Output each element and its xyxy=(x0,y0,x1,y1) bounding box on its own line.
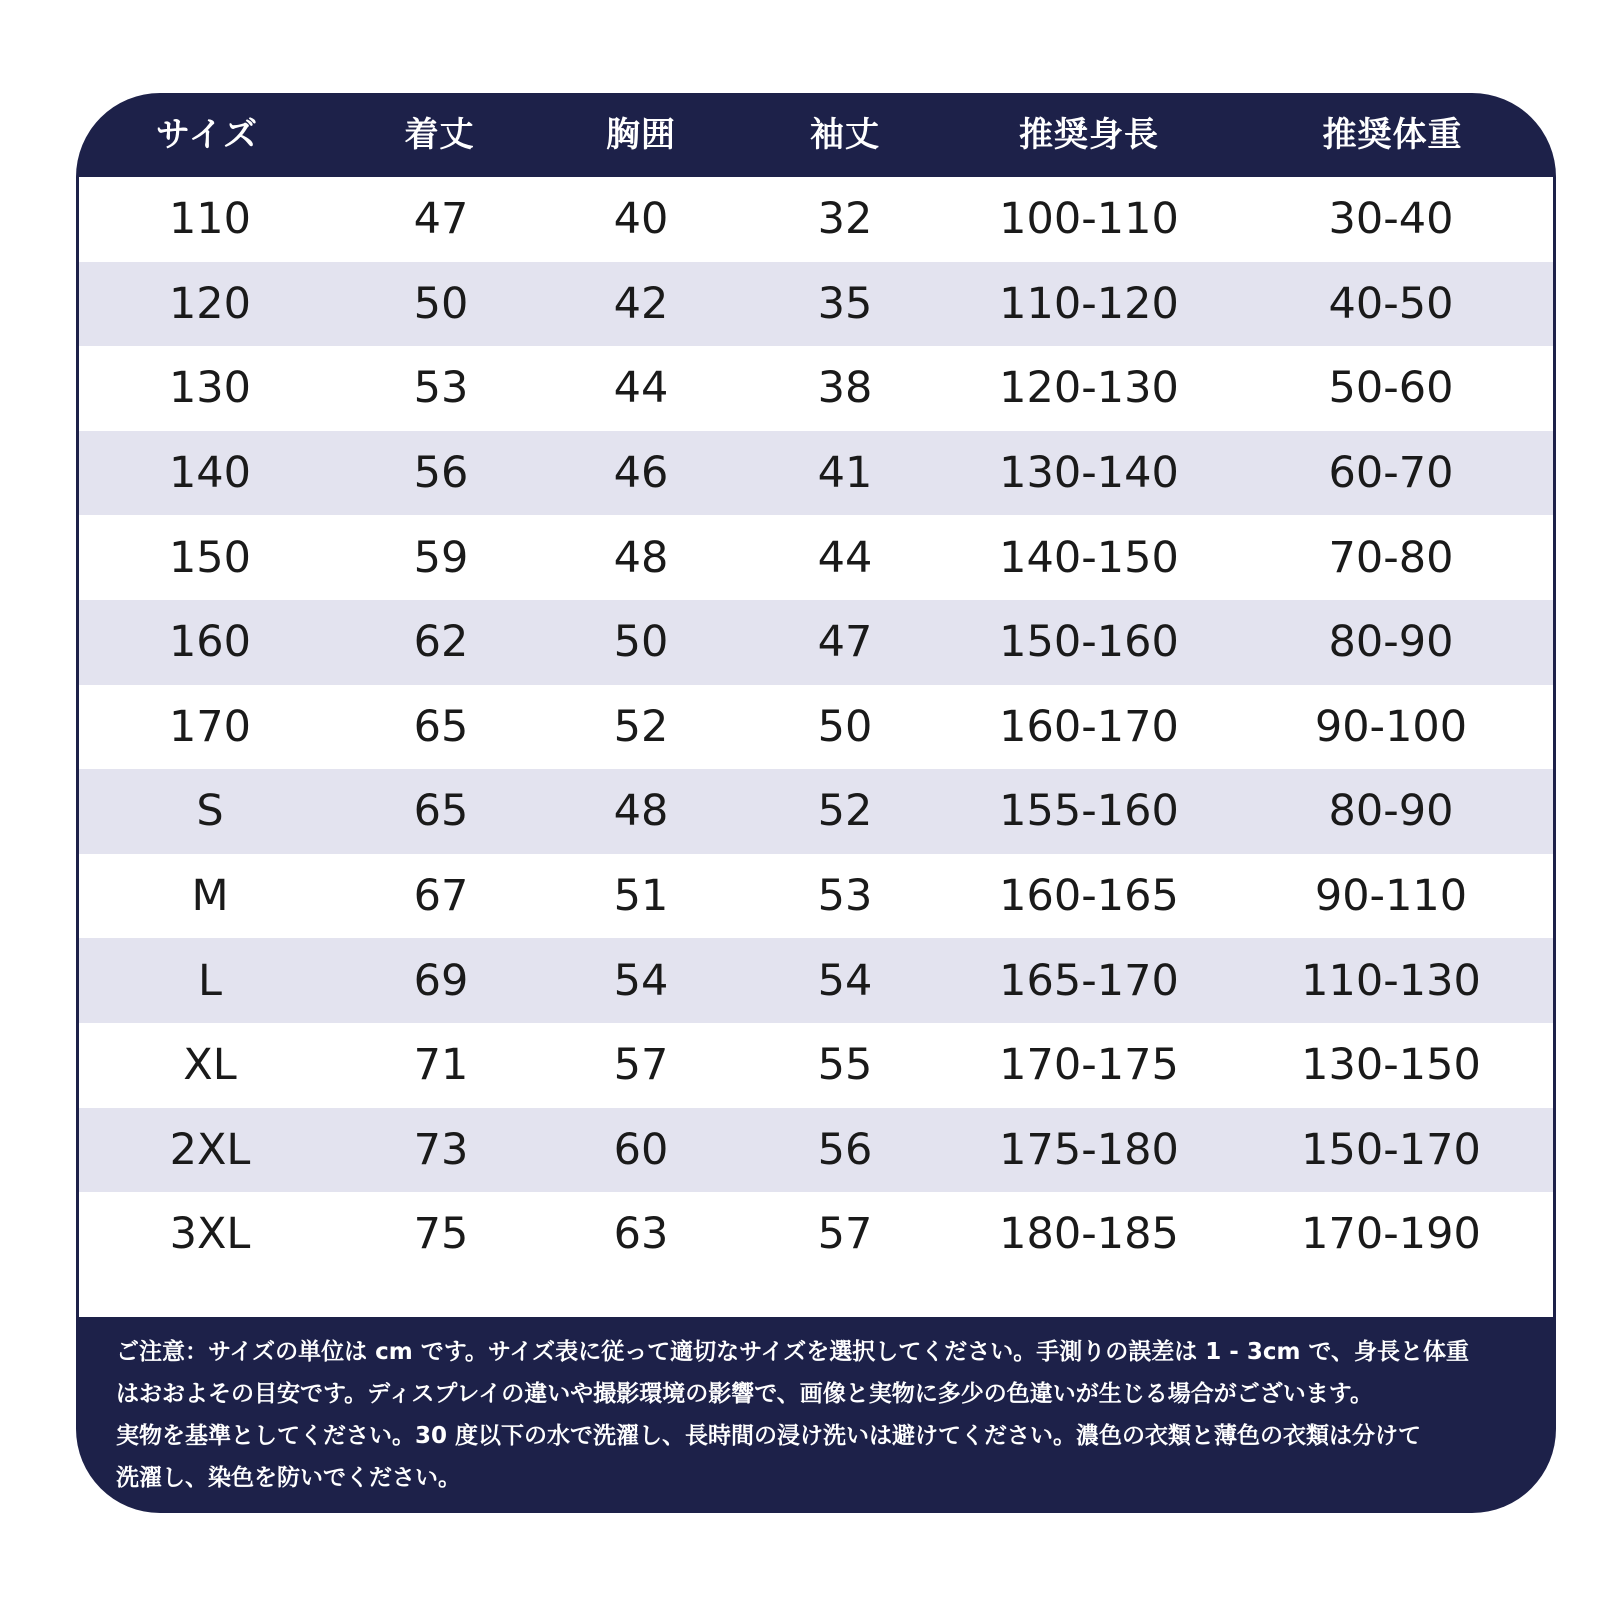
header-sleeve: 袖丈 xyxy=(810,115,880,155)
cell-weight: 40-50 xyxy=(1328,278,1454,329)
cell-length: 71 xyxy=(413,1040,469,1091)
care-note-line: 実物を基準としてください。30 度以下の水で洗濯し、長時間の浸け洗いは避けてください。濃色の衣類と薄色の衣類は分けて xyxy=(116,1423,1422,1449)
cell-sleeve: 53 xyxy=(817,871,873,922)
cell-chest: 44 xyxy=(613,363,669,414)
cell-size: 120 xyxy=(168,278,252,329)
table-row xyxy=(79,600,1553,685)
cell-height: 110-120 xyxy=(999,278,1179,329)
cell-sleeve: 32 xyxy=(817,194,873,245)
cell-size: M xyxy=(191,871,229,922)
cell-sleeve: 57 xyxy=(817,1209,873,1260)
header-recommended-height: 推奨身長 xyxy=(1019,115,1159,155)
table-row xyxy=(79,1192,1553,1277)
cell-sleeve: 47 xyxy=(817,617,873,668)
cell-sleeve: 55 xyxy=(817,1040,873,1091)
table-body xyxy=(79,177,1553,1317)
cell-sleeve: 54 xyxy=(817,955,873,1006)
cell-length: 59 xyxy=(413,532,469,583)
cell-weight: 30-40 xyxy=(1328,194,1454,245)
care-note-line: はおおよその目安です。ディスプレイの違いや撮影環境の影響で、画像と実物に多少の色違いが生じる場合がございます。 xyxy=(116,1381,1373,1407)
cell-chest: 48 xyxy=(613,786,669,837)
cell-sleeve: 44 xyxy=(817,532,873,583)
cell-chest: 48 xyxy=(613,532,669,583)
cell-chest: 63 xyxy=(613,1209,669,1260)
care-note xyxy=(116,1331,1536,1499)
size-chart-card xyxy=(76,93,1556,1513)
cell-weight: 70-80 xyxy=(1328,532,1454,583)
cell-size: L xyxy=(198,955,222,1006)
cell-height: 120-130 xyxy=(999,363,1179,414)
cell-height: 130-140 xyxy=(999,448,1179,499)
header-recommended-weight: 推奨体重 xyxy=(1322,115,1463,155)
table-row xyxy=(79,515,1553,600)
cell-sleeve: 38 xyxy=(817,363,873,414)
cell-height: 155-160 xyxy=(999,786,1179,837)
cell-length: 50 xyxy=(413,278,469,329)
cell-height: 165-170 xyxy=(999,955,1179,1006)
cell-weight: 60-70 xyxy=(1328,448,1454,499)
care-note-line: ご注意：サイズの単位は cm です。サイズ表に従って適切なサイズを選択してください。手測りの誤差は 1 - 3cm で、身長と体重 xyxy=(116,1339,1469,1365)
cell-length: 75 xyxy=(413,1209,469,1260)
cell-chest: 40 xyxy=(613,194,669,245)
cell-sleeve: 35 xyxy=(817,278,873,329)
cell-height: 170-175 xyxy=(999,1040,1179,1091)
cell-length: 65 xyxy=(413,701,469,752)
table-row xyxy=(79,1108,1553,1193)
cell-length: 56 xyxy=(413,448,469,499)
cell-size: 130 xyxy=(168,363,252,414)
cell-weight: 90-100 xyxy=(1314,701,1468,752)
cell-length: 67 xyxy=(413,871,469,922)
cell-chest: 52 xyxy=(613,701,669,752)
cell-length: 53 xyxy=(413,363,469,414)
cell-length: 62 xyxy=(413,617,469,668)
table-header xyxy=(76,93,1556,177)
cell-length: 65 xyxy=(413,786,469,837)
cell-weight: 90-110 xyxy=(1314,871,1468,922)
table-row xyxy=(79,685,1553,770)
cell-height: 100-110 xyxy=(999,194,1179,245)
table-row xyxy=(79,346,1553,431)
cell-height: 160-165 xyxy=(999,871,1179,922)
cell-chest: 50 xyxy=(613,617,669,668)
header-size: サイズ xyxy=(155,115,259,155)
cell-height: 180-185 xyxy=(999,1209,1179,1260)
cell-size: 3XL xyxy=(169,1209,251,1260)
cell-chest: 46 xyxy=(613,448,669,499)
table-row xyxy=(79,177,1553,262)
cell-height: 150-160 xyxy=(999,617,1179,668)
cell-height: 140-150 xyxy=(999,532,1179,583)
cell-sleeve: 50 xyxy=(817,701,873,752)
cell-chest: 51 xyxy=(613,871,669,922)
cell-length: 47 xyxy=(413,194,469,245)
table-row xyxy=(79,854,1553,939)
cell-weight: 80-90 xyxy=(1328,617,1454,668)
cell-sleeve: 56 xyxy=(817,1124,873,1175)
cell-weight: 110-130 xyxy=(1301,955,1481,1006)
cell-sleeve: 41 xyxy=(817,448,873,499)
cell-size: S xyxy=(196,786,224,837)
cell-size: 170 xyxy=(168,701,252,752)
table-row xyxy=(79,431,1553,516)
table-row xyxy=(79,769,1553,854)
cell-weight: 170-190 xyxy=(1301,1209,1481,1260)
cell-weight: 130-150 xyxy=(1301,1040,1481,1091)
cell-size: 140 xyxy=(168,448,252,499)
table-row xyxy=(79,1023,1553,1108)
cell-size: XL xyxy=(183,1040,237,1091)
cell-chest: 60 xyxy=(613,1124,669,1175)
cell-sleeve: 52 xyxy=(817,786,873,837)
table-row xyxy=(79,938,1553,1023)
care-note-line: 洗濯し、染色を防いでください。 xyxy=(116,1465,461,1491)
cell-chest: 42 xyxy=(613,278,669,329)
cell-length: 69 xyxy=(413,955,469,1006)
header-length: 着丈 xyxy=(404,115,475,155)
cell-chest: 57 xyxy=(613,1040,669,1091)
cell-weight: 150-170 xyxy=(1301,1124,1481,1175)
cell-size: 150 xyxy=(168,532,252,583)
cell-height: 175-180 xyxy=(999,1124,1179,1175)
cell-height: 160-170 xyxy=(999,701,1179,752)
cell-weight: 80-90 xyxy=(1328,786,1454,837)
cell-size: 110 xyxy=(168,194,252,245)
cell-size: 2XL xyxy=(169,1124,251,1175)
cell-chest: 54 xyxy=(613,955,669,1006)
header-chest: 胸囲 xyxy=(606,115,676,155)
cell-size: 160 xyxy=(168,617,252,668)
table-row xyxy=(79,262,1553,347)
cell-weight: 50-60 xyxy=(1328,363,1454,414)
cell-length: 73 xyxy=(413,1124,469,1175)
